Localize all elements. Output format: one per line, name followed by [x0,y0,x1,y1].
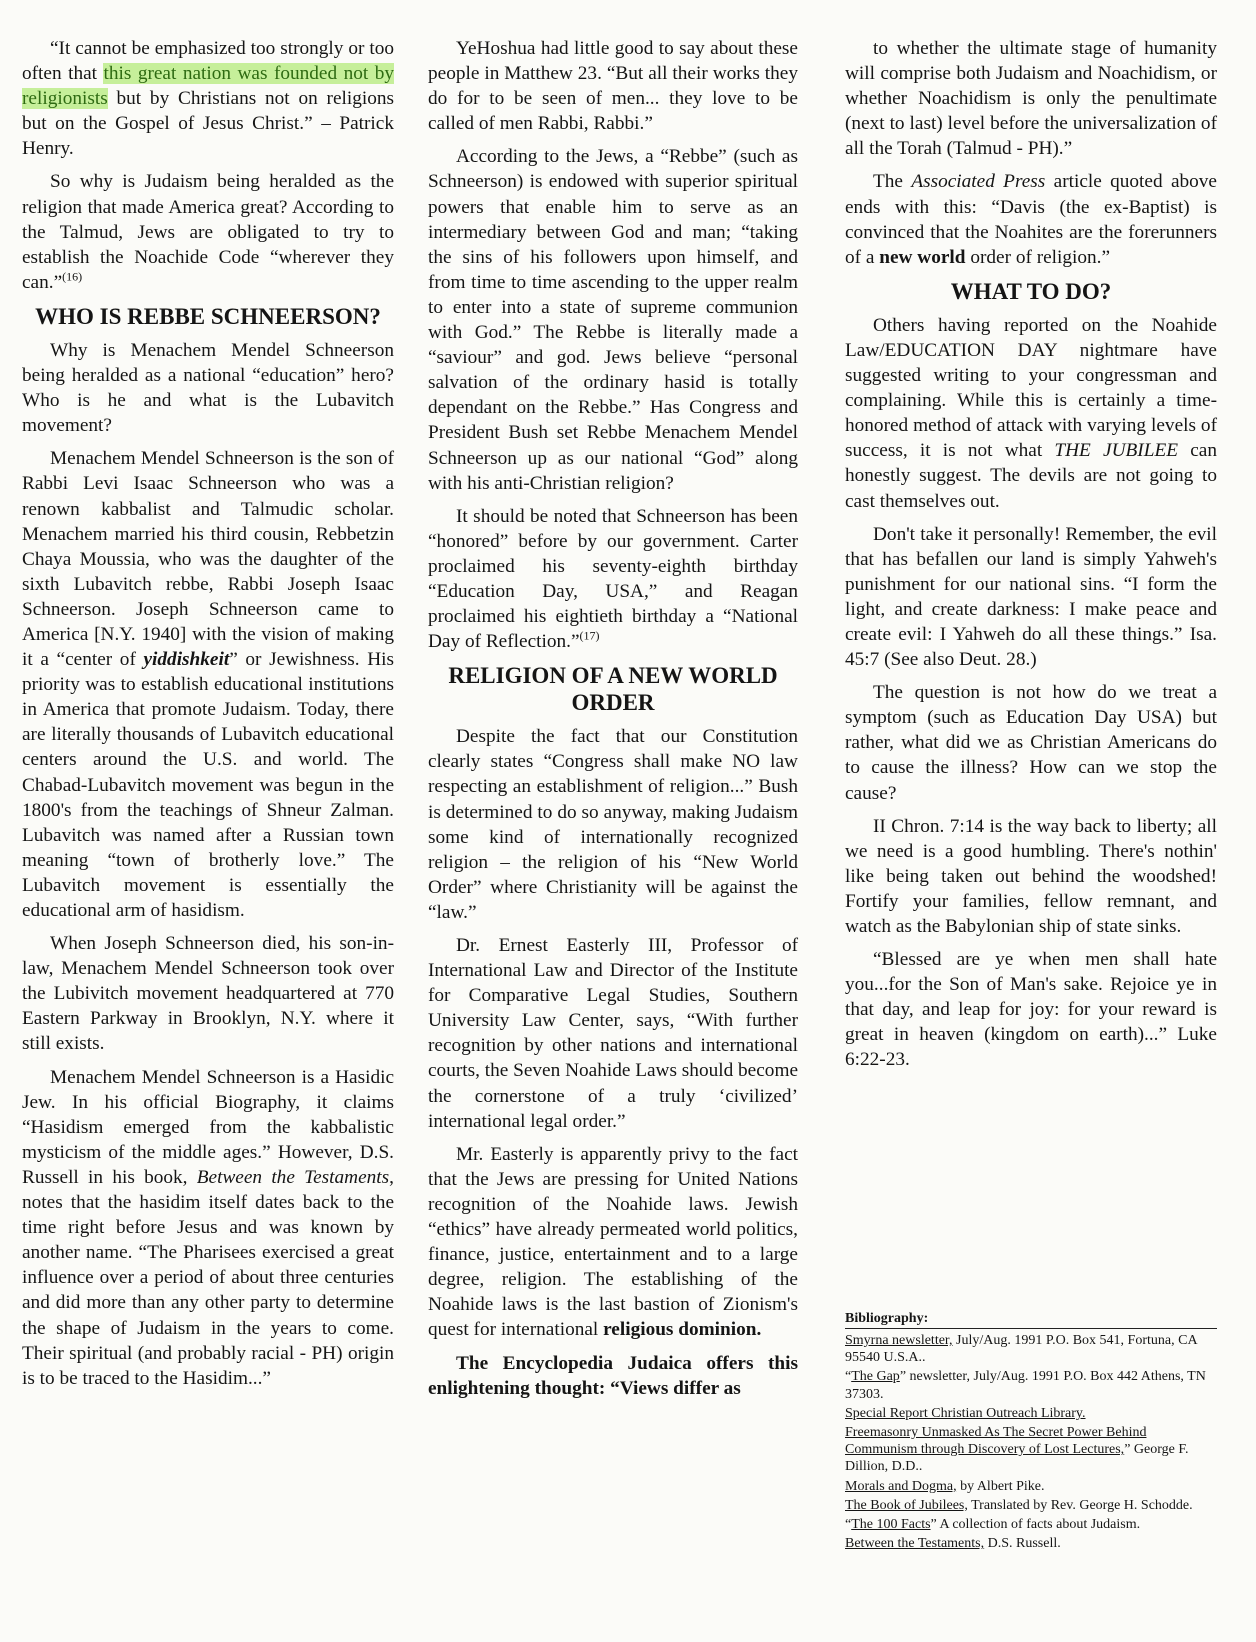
paragraph: “Blessed are ye when men shall hate you...for the Son of Man's sake. Rejoice ye in that day, and leap for joy: for your reward is great in heaven (kingdom on earth)...” Luke 6:22-23. [845,949,1217,1071]
paragraph: The question is not how do we treat a symptom (such as Education Day USA) but rather, what did we as Christian Americans do to cause the illness? How can we stop the cause? [845,682,1217,804]
paragraph: Mr. Easterly is apparently privy to the fact that the Jews are pressing for United Nations recognition of the Noahide laws. Jewish “ethics” have already permeated world politics, finance, justice, entertainment and to a large degree, religion. The establishing of the Noahide laws is the last bastion of Zionism's quest for international religious dominion. [428,1143,798,1341]
paragraph: Menachem Mendel Schneerson is the son of Rabbi Levi Isaac Schneerson who was a renown kabbalist and Talmudic scholar. Menachem married his third cousin, Rebbetzin Chaya Moussia, who was the daughter of the sixth Lubavitch rebbe, Rabbi Joseph Isaac Schneerson. Joseph Schneerson came to America [N.Y. 1940] with the vision of making it a “center of yiddishkeit” or Jewishness. His priority was to establish educational institutions in America that promote Judaism. Today, there are literally thousands of Lubavitch educational centers around the U.S. and world. The Chabad-Lubavitch movement was begun in the 1800's from the teachings of Shneur Zalman. Lubavitch was named after a Russian town meaning “town of brotherly love.” The Lubavitch movement is essentially the educational arm of hasidism. [22,448,394,921]
bibliography-entry: Smyrna newsletter, July/Aug. 1991 P.O. Box 541, Fortuna, CA 95540 U.S.A.. [845,1333,1197,1366]
paragraph: to whether the ultimate stage of humanity will comprise both Judaism and Noachidism, or whether Noachidism is only the penultimate (next to last) level before the universalization of all the Torah (Talmud - PH).” [845,38,1217,160]
patrick-henry-quote: “It cannot be emphasized too strongly or too often that this great nation was founded not by religionists but by Christians not on religions but on the Gospel of Jesus Christ.” – Patrick Henry. [22,38,394,160]
footnote-ref: (16) [62,269,83,284]
section-heading-religion-nwo: RELIGION OF A NEW WORLD ORDER [448,663,778,716]
paragraph: Dr. Ernest Easterly III, Professor of International Law and Director of the Institute for Comparative Legal Studies, Southern University Law Center, says, “With further recognition by other nations and international courts, the Seven Noahide Laws should become the cornerstone of a truly ‘civilized’ international legal order.” [428,935,798,1132]
bibliography-entry: Between the Testaments, D.S. Russell. [845,1536,1061,1552]
column-right [845,36,1217,1081]
paragraph: Why is Menachem Mendel Schneerson being heralded as a national “education” hero? Who is he and what is the Lubavitch movement? [22,339,394,437]
highlighted-text[interactable]: this great nation was founded not by religionists [22,63,394,110]
footnote-ref: (17) [579,628,600,643]
bibliography-entry: Freemasonry Unmasked As The Secret Power Behind Communism through Discovery of Lost Lectures,” George F. Dillion, D.D.. [845,1425,1189,1475]
paragraph: When Joseph Schneerson died, his son-in-law, Menachem Mendel Schneerson took over the Lubivitch movement headquartered at 770 Eastern Parkway in Brooklyn, N.Y. where it still exists. [22,933,394,1055]
column-middle [428,36,798,1409]
paragraph: Menachem Mendel Schneerson is a Hasidic Jew. In his official Biography, it claims “Hasidism emerged from the kabbalistic mysticism of the middle ages.” However, D.S. Russell in his book, Between the Testaments, notes that the hasidim itself dates back to the time right before Jesus and was known by another name. “The Pharisees exercised a great influence over a period of about three centuries and did more than any other party to determine the shape of Judaism in the years to come. Their spiritual (and probably racial - PH) origin is to be traced to the Hasidim...” [22,1066,394,1389]
bibliography-entry: “The Gap” newsletter, July/Aug. 1991 P.O. Box 442 Athens, TN 37303. [845,1369,1206,1402]
section-heading-what-to-do: WHAT TO DO? [950,278,1112,304]
bibliography-title: Bibliography: [845,1310,1217,1329]
column-left [22,36,394,1399]
paragraph: The Associated Press article quoted above ends with this: “Davis (the ex-Baptist) is convinced that the Noahites are the forerunners of a new world order of religion.” [845,171,1217,268]
paragraph: Despite the fact that our Constitution clearly states “Congress shall make NO law respecting an establishment of religion...” Bush is determined to do so anyway, making Judaism some kind of internationally recognized religion – the religion of his “New World Order” where Christianity will be against the “law.” [428,726,798,923]
bibliography [845,1310,1217,1554]
paragraph: The Encyclopedia Judaica offers this enlightening thought: “Views differ as [428,1352,798,1399]
paragraph: II Chron. 7:14 is the way back to liberty; all we need is a good humbling. There's nothin' like being taken out behind the woodshed! Fortify your families, fellow remnant, and watch as the Babylonian ship of state sinks. [845,815,1217,937]
section-heading-who-is-rebbe: WHO IS REBBE SCHNEERSON? [35,303,381,329]
paragraph: So why is Judaism being heralded as the religion that made America great? According to the Talmud, Jews are obligated to try to establish the Noachide Code “wherever they can.”$^{(16)}$ [22,171,394,293]
paragraph: It should be noted that Schneerson has been “honored” before by our government. Carter proclaimed his seventy-eighth birthday “Education Day, USA,” and Reagan proclaimed his eightieth birthday a “National Day of Reflection.”$^{(17)}$ [428,505,798,653]
paragraph: According to the Jews, a “Rebbe” (such as Schneerson) is endowed with superior spiritual powers that enable him to serve as an intermediary between God and man; “taking the sins of his followers upon himself, and from time to time ascending to the upper realm to enter into a state of supreme communion with God.” The Rebbe is literally made a “saviour” and god. Jews believe “personal salvation of the ordinary hasid is totally dependant on the Rebbe.” Has Congress and President Bush set Rebbe Menachem Mendel Schneerson up as our national “God” along with his anti-Christian religion? [428,146,798,494]
bibliography-entry: Special Report Christian Outreach Library. [845,1405,1086,1421]
paragraph: Don't take it personally! Remember, the evil that has befallen our land is simply Yahweh's punishment for our national sins. “I form the light, and create darkness: I make peace and create evil: I Yahweh do all these things.” Isa. 45:7 (See also Deut. 28.) [845,523,1217,671]
bibliography-entry: Morals and Dogma, by Albert Pike. [845,1478,1045,1494]
bibliography-entry: “The 100 Facts” A collection of facts about Judaism. [845,1517,1141,1533]
paragraph: Others having reported on the Noahide Law/EDUCATION DAY nightmare have suggested writing to your congressman and complaining. While this is certainly a time-honored method of attack with varying levels of success, it is not what THE JUBILEE can honestly suggest. The devils are not going to cast themselves out. [845,314,1217,512]
bibliography-entry: The Book of Jubilees, Translated by Rev. George H. Schodde. [845,1497,1193,1513]
paragraph: YeHoshua had little good to say about these people in Matthew 23. “But all their works they do for to be seen of men... they love to be called of men Rabbi, Rabbi.” [428,38,798,135]
